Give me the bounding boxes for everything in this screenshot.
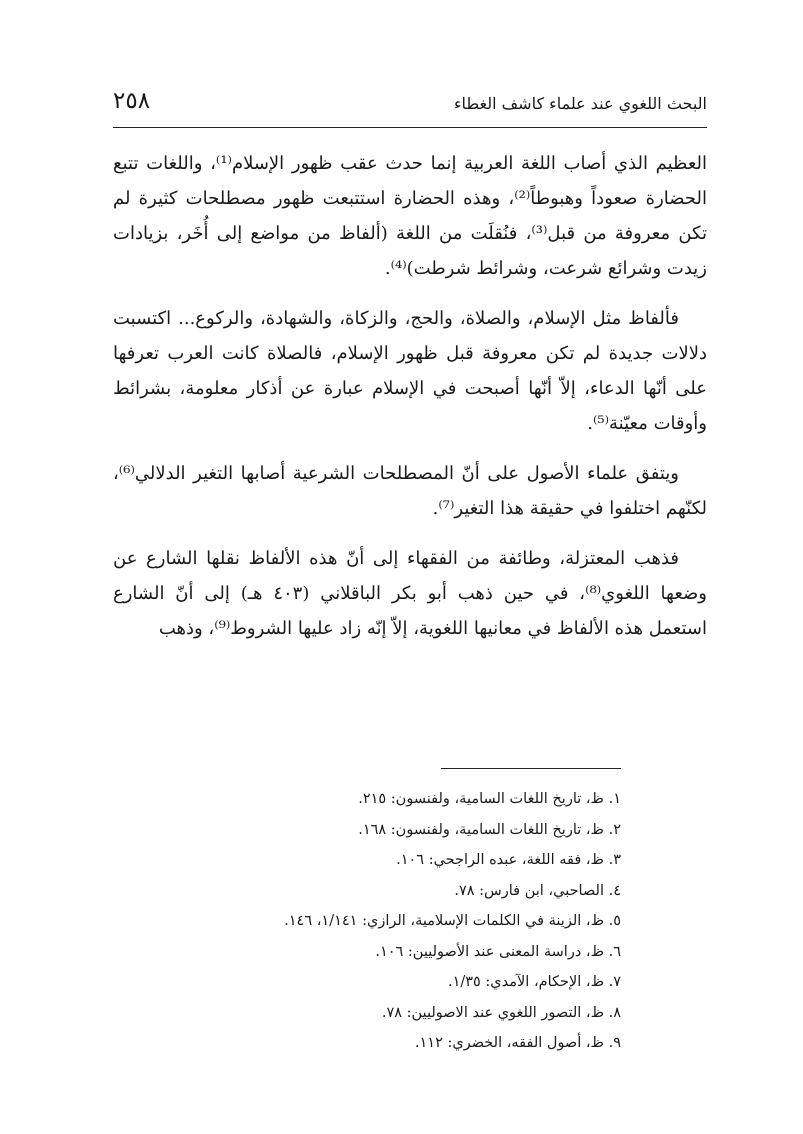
footnotes-list: [113, 784, 621, 1059]
footnote-item: ٩. ظ، أصول الفقه، الخضري: ١١٢.: [414, 1035, 621, 1051]
footnote-item: ٥. ظ، الزينة في الكلمات الإسلامية، الرازي: ١/١٤١، ١٤٦.: [284, 913, 621, 929]
footnote-item: ٧. ظ، الإحكام، الآمدي: ١/٣٥.: [447, 974, 621, 990]
header-divider: [113, 127, 707, 128]
footnote-item: ١. ظ، تاريخ اللغات السامية، ولفنسون: ٢١٥.: [358, 791, 621, 807]
running-title: البحث اللغوي عند علماء كاشف الغطاء: [453, 94, 707, 113]
paragraph: ويتفق علماء الأصول على أنّ المصطلحات الشرعية أصابها التغير الدلالي⁽⁶⁾، لكنّهم اختلفوا في حقيقة هذا التغير⁽⁷⁾.: [113, 463, 707, 519]
footnote-item: ٤. الصاحبي، ابن فارس: ٧٨.: [454, 882, 621, 899]
footnote-divider: [441, 768, 621, 769]
footnote-item: ٣. ظ، فقه اللغة، عبده الراجحي: ١٠٦.: [396, 852, 621, 868]
paragraph: فذهب المعتزلة، وطائفة من الفقهاء إلى أنّ هذه الألفاظ نقلها الشارع عن وضعها اللغوي⁽⁸⁾، في حين ذهب أبو بكر الباقلاني (٤٠٣ هـ) إلى أنّ الشارع استعمل هذه الألفاظ في معانيها اللغوية، إلاّ إنّه زاد عليها الشروط⁽⁹⁾، وذهب: [113, 548, 707, 639]
page-header: [113, 88, 707, 124]
page-number: ٢٥٨: [113, 88, 151, 114]
main-text: [113, 146, 707, 661]
footnote-item: ٦. ظ، دراسة المعنى عند الأصوليين: ١٠٦.: [375, 943, 621, 960]
footnote-item: ٢. ظ، تاريخ اللغات السامية، ولفنسون: ١٦٨.: [358, 821, 621, 838]
paragraph: فألفاظ مثل الإسلام، والصلاة، والحج، والزكاة، والشهادة، والركوع... اكتسبت دلالات جديدة لم تكن معروفة قبل ظهور الإسلام، فالصلاة كانت العرب تعرفها على أنّها الدعاء، إلاّ أنّها أصبحت في الإسلام عبارة عن أذكار معلومة، بشرائط وأوقات معيّنة⁽⁵⁾.: [113, 308, 707, 434]
paragraph: العظيم الذي أصاب اللغة العربية إنما حدث عقب ظهور الإسلام⁽¹⁾، واللغات تتبع الحضارة صعوداً وهبوطاً⁽²⁾، وهذه الحضارة استتبعت ظهور مصطلحات كثيرة لم تكن معروفة من قبل⁽³⁾، فنُقلَت من اللغة (ألفاظ من مواضع إلى أُخَر، بزيادات زيدت وشرائع شرعت، وشرائط شرطت)⁽⁴⁾.: [113, 153, 707, 279]
footnote-item: ٨. ظ، التصور اللغوي عند الاصوليين: ٧٨.: [381, 1004, 621, 1021]
